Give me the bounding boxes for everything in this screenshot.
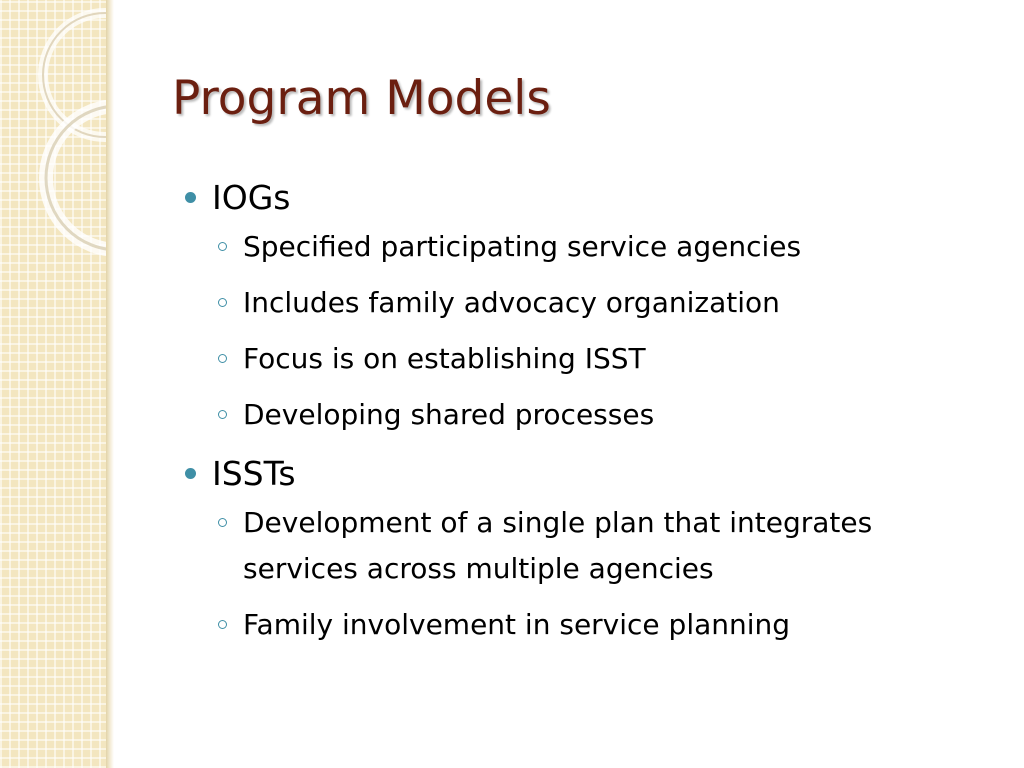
sub-bullet-text: Specified participating service agencies [243, 230, 802, 263]
slide-title: Program Models [172, 71, 551, 126]
sub-bullet-list [184, 500, 984, 648]
hollow-bullet-icon [218, 410, 227, 419]
hollow-bullet-icon [218, 620, 227, 629]
hollow-bullet-icon [218, 518, 227, 527]
sub-bullet-text: Development of a single plan that integrates services across multiple agencies [243, 506, 873, 585]
bullet-level1-iogs [184, 172, 984, 224]
sub-bullet-item [184, 336, 984, 382]
sub-bullet-item [184, 602, 984, 648]
filled-bullet-icon [185, 192, 196, 203]
sub-bullet-text: Family involvement in service planning [243, 608, 791, 641]
hollow-bullet-icon [218, 298, 227, 307]
bullet-text: ISSTs [212, 454, 296, 493]
sub-bullet-item [184, 500, 954, 592]
hollow-bullet-icon [218, 354, 227, 363]
sub-bullet-text: Includes family advocacy organization [243, 286, 780, 319]
decorative-rings [0, 0, 108, 260]
bullet-level1-issts [184, 448, 984, 500]
sub-bullet-text: Focus is on establishing ISST [243, 342, 646, 375]
slide-content [184, 172, 984, 658]
filled-bullet-icon [185, 468, 196, 479]
bullet-text: IOGs [212, 178, 291, 217]
sub-bullet-item [184, 280, 984, 326]
sub-bullet-item [184, 392, 984, 438]
sub-bullet-item [184, 224, 984, 270]
sub-bullet-text: Developing shared processes [243, 398, 655, 431]
sub-bullet-list [184, 224, 984, 438]
decorative-side-panel [0, 0, 108, 768]
hollow-bullet-icon [218, 242, 227, 251]
panel-edge-shadow [106, 0, 114, 768]
